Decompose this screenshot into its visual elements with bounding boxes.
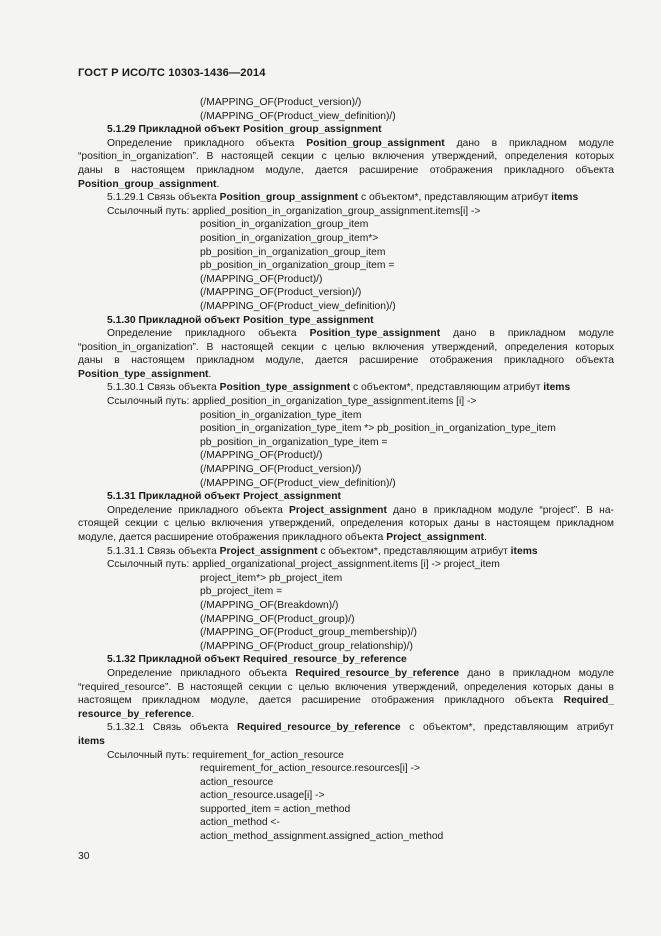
text-segment: стоящей секции с целью включения утверждений, определения которых даны в настоящем прикладном xyxy=(78,518,614,530)
bold-text: Position_type_assignment xyxy=(78,368,209,380)
text-line xyxy=(78,273,614,287)
text-line xyxy=(78,490,614,504)
text-segment: настоящем прикладном модуле, дается расширение отображения прикладного объекта xyxy=(78,695,564,707)
text-segment: с объектом*, представляющим атрибут xyxy=(358,192,552,204)
text-segment: (/MAPPING_OF(Product_group)/) xyxy=(200,613,355,625)
bold-text: Required_resource_by_reference xyxy=(295,667,460,679)
text-line xyxy=(78,613,614,627)
text-segment: (/MAPPING_OF(Product_version)/) xyxy=(200,464,362,476)
text-line xyxy=(78,164,614,178)
text-line xyxy=(78,286,614,300)
text-segment: Ссылочный путь: applied_position_in_organization_type_assignment.items [i] -> xyxy=(107,396,477,408)
text-segment: дано в прикладном модуле xyxy=(440,328,614,340)
text-line xyxy=(78,531,614,545)
text-segment: 5.1.29.1 Связь объекта xyxy=(107,192,220,204)
text-segment: pb_position_in_organization_type_item = xyxy=(200,436,388,448)
text-segment: Определение прикладного объекта xyxy=(107,667,296,679)
text-segment: (/MAPPING_OF(Product)/) xyxy=(200,273,323,285)
text-segment: (/MAPPING_OF(Product_version)/) xyxy=(200,97,362,108)
text-line xyxy=(78,463,614,477)
bold-text: Position_group_assignment xyxy=(78,178,217,190)
text-line xyxy=(78,314,614,328)
text-line xyxy=(78,341,614,355)
text-segment: pb_position_in_organization_group_item = xyxy=(200,260,395,272)
bold-text: Required_resource_by_reference xyxy=(236,722,401,734)
text-line xyxy=(78,776,614,790)
bold-text: items xyxy=(510,545,538,557)
text-line xyxy=(78,110,614,124)
bold-text: resource_by_reference xyxy=(78,708,192,720)
text-segment: Определение прикладного объекта xyxy=(107,504,290,516)
text-line xyxy=(78,667,614,681)
text-segment: action_method <- xyxy=(200,817,280,829)
text-line xyxy=(78,599,614,613)
text-line xyxy=(78,477,614,491)
text-segment: “position_in_organization”. В настоящей секции с целью включения утверждений, определения которых xyxy=(78,341,614,353)
text-line xyxy=(78,762,614,776)
bold-text: Position_type_assignment xyxy=(219,382,351,394)
bold-text: 5.1.29 Прикладной объект Position_group_assignment xyxy=(107,124,382,136)
text-line xyxy=(78,694,614,708)
document-body xyxy=(78,96,614,844)
text-segment: дано в прикладном модуле “project”. В на- xyxy=(386,504,614,516)
text-segment: Ссылочный путь: applied_position_in_organization_group_assignment.items[i] -> xyxy=(107,205,481,217)
text-segment: (/MAPPING_OF(Product_version)/) xyxy=(200,287,362,299)
text-line xyxy=(78,640,614,654)
text-line xyxy=(78,572,614,586)
text-segment: (/MAPPING_OF(Product_view_definition)/) xyxy=(200,110,396,122)
bold-text: Required_ xyxy=(563,695,614,707)
text-segment: (/MAPPING_OF(Product)/) xyxy=(200,450,323,462)
text-segment: модуле, дается расширение отображения прикладного объекта xyxy=(78,532,387,543)
text-line xyxy=(78,803,614,817)
bold-text: 5.1.30 Прикладной объект Position_type_assignment xyxy=(107,314,374,326)
text-segment: (/MAPPING_OF(Product_group_membership)/) xyxy=(200,627,417,639)
text-segment: Определение прикладного объекта xyxy=(107,328,310,340)
bold-text: Position_group_assignment xyxy=(219,192,359,204)
text-segment: 5.1.30.1 Связь объекта xyxy=(107,382,220,394)
text-segment: даны в настоящем прикладном модуле, дается расширение отображения прикладного объекта xyxy=(78,164,614,176)
text-segment: project_item*> pb_project_item xyxy=(200,572,343,584)
text-segment: (/MAPPING_OF(Breakdown)/) xyxy=(200,599,339,611)
text-line xyxy=(78,259,614,273)
text-line xyxy=(78,449,614,463)
text-line xyxy=(78,830,614,844)
text-segment: (/MAPPING_OF(Product_group_relationship)/) xyxy=(200,640,413,652)
text-segment: дано в прикладном модуле xyxy=(444,137,614,149)
text-segment: position_in_organization_type_item *> pb_position_in_organization_type_item xyxy=(200,423,556,435)
text-line xyxy=(78,422,614,436)
text-segment: . xyxy=(208,368,212,380)
text-line xyxy=(78,708,614,722)
text-segment: position_in_organization_group_item xyxy=(200,219,369,231)
text-segment: action_resource.usage[i] -> xyxy=(200,790,325,802)
text-line xyxy=(78,626,614,640)
text-line xyxy=(78,178,614,192)
text-segment: “position_in_organization”. В настоящей секции с целью включения утверждений, определения которых xyxy=(78,151,614,163)
text-segment: даны в настоящем прикладном модуле, дается расширение отображения прикладного объекта xyxy=(78,355,614,367)
text-segment: pb_position_in_organization_group_item xyxy=(200,246,386,258)
text-segment: position_in_organization_group_item*> xyxy=(200,232,379,244)
text-line xyxy=(78,409,614,423)
text-segment: action_method_assignment.assigned_action_method xyxy=(200,831,444,843)
text-line xyxy=(78,681,614,695)
text-line xyxy=(78,354,614,368)
bold-text: Position_group_assignment xyxy=(306,137,445,149)
text-line xyxy=(78,246,614,260)
text-segment: action_resource xyxy=(200,776,274,788)
text-line xyxy=(78,749,614,763)
text-segment: с объектом*, представляющим атрибут xyxy=(350,382,544,394)
text-line xyxy=(78,436,614,450)
bold-text: items xyxy=(543,382,571,394)
text-segment: pb_project_item = xyxy=(200,586,283,598)
text-line xyxy=(78,585,614,599)
text-segment: 5.1.32.1 Связь объекта xyxy=(107,722,237,734)
text-line xyxy=(78,205,614,219)
text-segment: с объектом*, представляющим атрибут xyxy=(400,722,614,734)
text-segment: (/MAPPING_OF(Product_view_definition)/) xyxy=(200,300,396,312)
text-line xyxy=(78,191,614,205)
text-line xyxy=(78,653,614,667)
text-segment: . xyxy=(216,178,220,190)
bold-text: Project_assignment xyxy=(289,504,387,516)
standard-header: ГОСТ Р ИСО/ТС 10303-1436—2014 xyxy=(78,67,266,79)
bold-text: items xyxy=(551,192,579,204)
text-line xyxy=(78,327,614,341)
text-segment: Ссылочный путь: requirement_for_action_resource xyxy=(107,749,344,761)
text-segment: position_in_organization_type_item xyxy=(200,409,362,421)
text-line xyxy=(78,300,614,314)
text-segment: (/MAPPING_OF(Product_view_definition)/) xyxy=(200,477,396,489)
text-segment: . xyxy=(484,532,487,543)
text-line xyxy=(78,504,614,518)
text-line xyxy=(78,218,614,232)
page-number: 30 xyxy=(78,851,90,862)
text-line xyxy=(78,150,614,164)
text-segment: дано в прикладном модуле xyxy=(459,667,615,679)
text-line xyxy=(78,721,614,735)
bold-text: 5.1.32 Прикладной объект Required_resource_by_reference xyxy=(107,654,407,666)
text-segment: . xyxy=(191,708,195,720)
text-line xyxy=(78,232,614,246)
text-line xyxy=(78,96,614,110)
text-segment: с объектом*, представляющим атрибут xyxy=(317,545,511,557)
text-line xyxy=(78,558,614,572)
text-line xyxy=(78,545,614,559)
text-segment: “required_resource”. В настоящей секции с целью включения утверждений, определения которых даны в xyxy=(78,681,614,693)
text-line xyxy=(78,395,614,409)
text-line xyxy=(78,137,614,151)
text-segment: requirement_for_action_resource.resources[i] -> xyxy=(200,763,421,775)
bold-text: items xyxy=(78,735,105,747)
bold-text: Project_assignment xyxy=(386,532,485,543)
text-segment: Ссылочный путь: applied_organizational_project_assignment.items [i] -> project_item xyxy=(107,559,500,571)
text-line xyxy=(78,735,614,749)
bold-text: Position_type_assignment xyxy=(309,328,441,340)
bold-text: Project_assignment xyxy=(219,545,318,557)
text-line xyxy=(78,789,614,803)
text-line xyxy=(78,368,614,382)
text-line xyxy=(78,123,614,137)
text-line xyxy=(78,381,614,395)
bold-text: 5.1.31 Прикладной объект Project_assignment xyxy=(107,491,341,503)
text-segment: 5.1.31.1 Связь объекта xyxy=(107,545,220,557)
text-line xyxy=(78,816,614,830)
text-line xyxy=(78,517,614,531)
text-segment: supported_item = action_method xyxy=(200,803,351,815)
text-segment: Определение прикладного объекта xyxy=(107,137,307,149)
